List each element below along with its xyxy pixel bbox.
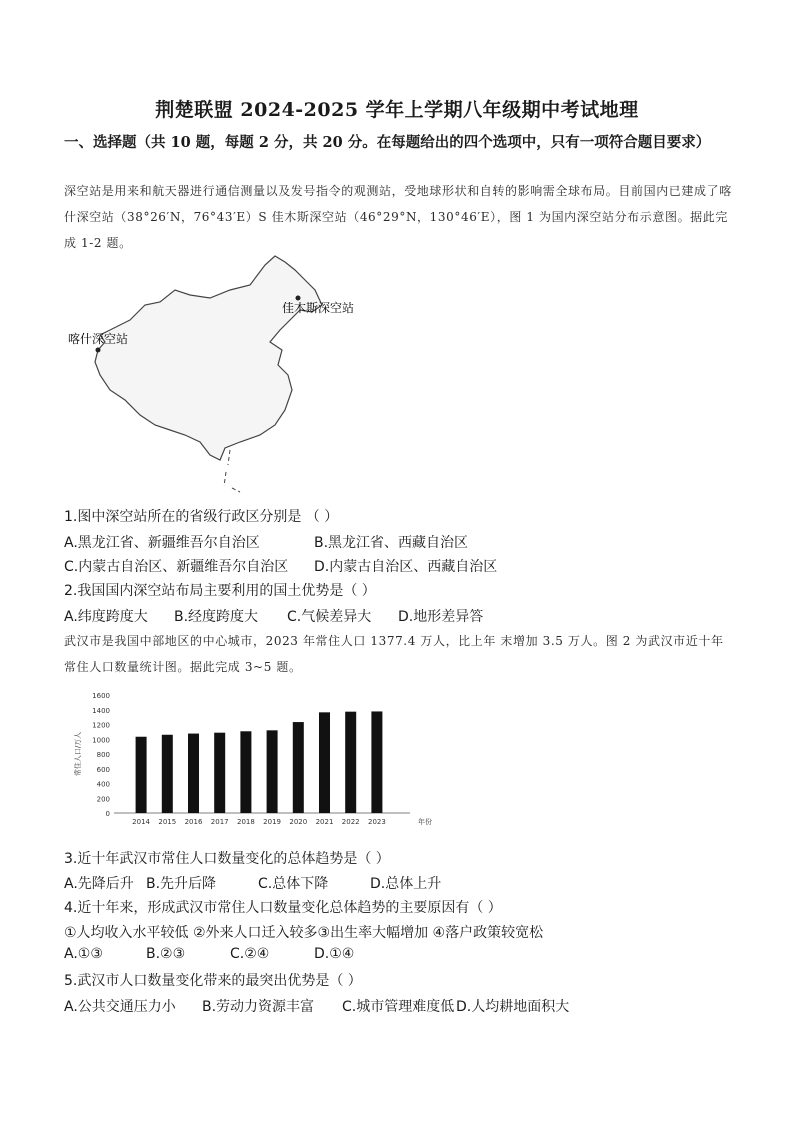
- y-tick-label: 1000: [92, 736, 110, 745]
- bar-2015: [162, 735, 173, 813]
- y-tick-label: 1200: [92, 721, 110, 730]
- kashi-station-label: 喀什深空站: [68, 332, 129, 346]
- bar-2019: [267, 730, 278, 813]
- y-tick-label: 200: [96, 795, 110, 804]
- q5-option-d: D.人均耕地面积大: [456, 999, 570, 1015]
- y-tick-label: 1400: [92, 706, 110, 715]
- bar-2022: [345, 712, 356, 813]
- q2-option-d: D.地形差异答: [398, 609, 484, 625]
- x-axis-label: 年份: [418, 818, 432, 826]
- q4-option-c: C.②④: [230, 946, 270, 962]
- population-bar-chart: [60, 685, 440, 835]
- page-title: 荆楚联盟 2024-2025 学年上学期八年级期中考试地理: [155, 99, 639, 121]
- bar-2016: [188, 734, 199, 813]
- bar-2020: [293, 722, 304, 813]
- bar-2014: [136, 737, 147, 813]
- x-tick-label: 2020: [289, 818, 308, 826]
- q2-option-c: C.气候差异大: [287, 609, 372, 625]
- bar-2023: [371, 711, 382, 813]
- q5-option-a: A.公共交通压力小: [64, 999, 176, 1015]
- q1-stem: 1.图中深空站所在的省级行政区分别是 （ ）: [64, 509, 339, 525]
- y-tick-label: 400: [96, 780, 110, 789]
- y-tick-label: 0: [105, 810, 110, 818]
- q1-option-b: B.黑龙江省、西藏自治区: [314, 535, 469, 551]
- q2-option-a: A.纬度跨度大: [64, 609, 148, 625]
- jiamusi-station-dot: [296, 296, 301, 301]
- passage-wuhan: 武汉市是我国中部地区的中心城市，2023 年常住人口 1377.4 万人，比上年 末增加 3.5 万人。图 2 为武汉市近十年常住人口数量统计图。据此完成 3~5 题。: [64, 634, 724, 674]
- x-tick-label: 2021: [315, 818, 334, 826]
- x-tick-label: 2023: [367, 818, 386, 826]
- q4-stem: 4.近十年来，形成武汉市常住人口数量变化总体趋势的主要原因有（ ）: [64, 900, 502, 916]
- y-tick-label: 800: [96, 751, 110, 759]
- y-tick-label: 1600: [92, 692, 110, 700]
- y-tick-label: 600: [96, 765, 110, 774]
- q4-option-b: B.②③: [146, 946, 186, 962]
- q5-stem: 5.武汉市人口数量变化带来的最突出优势是（ ）: [64, 973, 362, 989]
- x-tick-label: 2014: [132, 818, 151, 826]
- q2-option-b: B.经度跨度大: [174, 609, 259, 625]
- section-heading: 一、选择题（共 10 题，每题 2 分，共 20 分。在每题给出的四个选项中，只有一项符合题目要求）: [64, 134, 711, 151]
- q2-stem: 2.我国国内深空站布局主要利用的国土优势是（ ）: [64, 583, 376, 599]
- jiamusi-station-label: 佳木斯深空站: [282, 301, 355, 315]
- q3-stem: 3.近十年武汉市常住人口数量变化的总体趋势是（ ）: [64, 851, 390, 867]
- china-outline: [95, 256, 322, 460]
- q3-option-c: C.总体下降: [258, 876, 329, 892]
- x-tick-label: 2016: [184, 818, 203, 826]
- x-tick-label: 2015: [158, 818, 177, 826]
- q3-option-d: D.总体上升: [370, 876, 442, 892]
- q5-option-c: C.城市管理难度低: [342, 999, 455, 1015]
- x-tick-label: 2017: [210, 818, 229, 826]
- q1-option-a: A.黑龙江省、新疆维吾尔自治区: [64, 535, 260, 551]
- south-china-sea-dash: [224, 450, 240, 492]
- passage-deep-space: 深空站是用来和航天器进行通信测量以及发号指令的观测站，受地球形状和自转的影响需全球布局。目前国内已建成了喀什深空站（38°26′N，76°43′E）S 佳木斯深空站（46°29°N，130°46′E），图 1 为国内深空站分布示意图。据此完成 1-2 题。: [64, 184, 732, 250]
- bar-2021: [319, 712, 330, 813]
- x-tick-label: 2022: [341, 818, 360, 826]
- kashi-station-dot: [96, 348, 101, 353]
- q1-option-d: D.内蒙古自治区、西藏自治区: [314, 559, 498, 575]
- q1-option-c: C.内蒙古自治区、新疆维吾尔自治区: [64, 559, 289, 575]
- q3-option-b: B.先升后降: [146, 876, 217, 892]
- q4-option-a: A.①③: [64, 946, 103, 962]
- q4-statements: ①人均收入水平较低 ②外来人口迁入较多③出生率大幅增加 ④落户政策较宽松: [64, 925, 544, 941]
- china-map-figure: [60, 250, 380, 500]
- bar-2018: [240, 731, 251, 813]
- x-tick-label: 2019: [263, 818, 282, 826]
- x-tick-label: 2018: [236, 818, 255, 826]
- q3-option-a: A.先降后升: [64, 876, 134, 892]
- bar-2017: [214, 733, 225, 813]
- q5-option-b: B.劳动力资源丰富: [202, 999, 315, 1015]
- y-axis-label: 常住人口/万人: [74, 731, 82, 777]
- q4-option-d: D.①④: [314, 946, 355, 962]
